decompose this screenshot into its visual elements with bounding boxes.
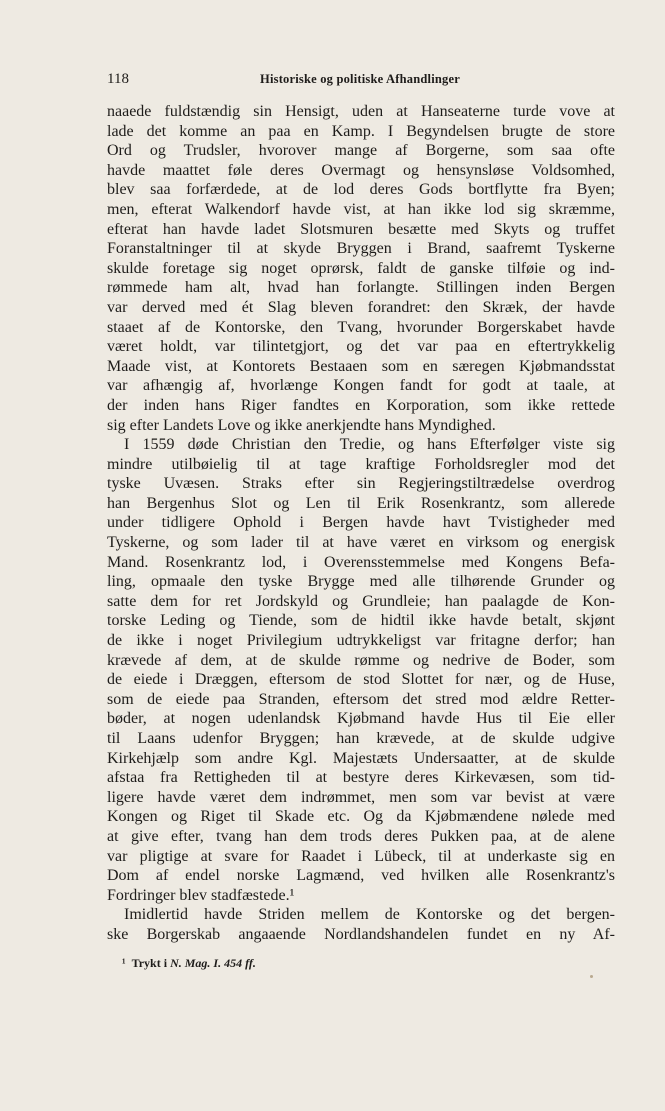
text-line: Imidlertid havde Striden mellem de Kontorske og det bergen- bbox=[124, 906, 615, 924]
running-header bbox=[107, 70, 615, 90]
text-line: efterat han havde ladet Slotsmuren besætte med Skyts og truffet bbox=[107, 220, 615, 238]
text-line: krævede af dem, at de skulde rømme og nedrive de Boder, som bbox=[107, 651, 615, 669]
text-line: tyske Uvæsen. Straks efter sin Regjeringstiltrædelse overdrog bbox=[107, 475, 615, 493]
text-line: som de eiede paa Stranden, eftersom det stred mod ældre Retter- bbox=[107, 690, 615, 708]
text-line: til Laans udenfor Bryggen; han krævede, at de skulde udgive bbox=[107, 730, 615, 747]
footnote-reference: N. Mag. I. 454 ff. bbox=[170, 956, 256, 970]
text-line: Kongen og Riget til Skade etc. Og da Kjøbmændene nølede med bbox=[107, 808, 615, 826]
text-line: Ord og Trudsler, hvorover mange af Borgerne, som saa ofte bbox=[107, 142, 615, 160]
text-line: Fordringer blev stadfæstede.¹ bbox=[107, 886, 295, 904]
text-line: I 1559 døde Christian den Tredie, og hans Efterfølger viste sig bbox=[124, 436, 615, 454]
text-line: var pligtige at svare for Raadet i Lübeck, til at underkaste sig en bbox=[107, 847, 615, 865]
running-title: Historiske og politiske Afhandlinger bbox=[260, 72, 460, 86]
text-line: bøder, at nogen udenlandsk Kjøbmand havde Hus til Eie eller bbox=[107, 710, 615, 728]
text-line: torske Leding og Tiende, som de hidtil ikke havde betalt, skjønt bbox=[107, 612, 615, 630]
text-line: var derved med ét Slag bleven forandret: den Skræk, der havde bbox=[107, 298, 615, 316]
text-line: var afhængig af, hvorlænge Kongen fandt for godt at taale, at bbox=[107, 377, 615, 395]
text-line: Kirkehjælp som andre Kgl. Majestæts Undersaatter, at de skulde bbox=[107, 749, 615, 767]
text-line: Dom af endel norske Lagmænd, ved hvilken alle Rosenkrantz's bbox=[107, 867, 615, 885]
text-line: under tidligere Ophold i Bergen havde havt Tvistigheder med bbox=[107, 514, 615, 532]
paragraph bbox=[107, 905, 615, 944]
text-line: staaet af de Kontorske, den Tvang, hvorunder Borgerskabet havde bbox=[107, 318, 615, 336]
paragraph bbox=[107, 435, 615, 905]
text-line: Mand. Rosenkrantz lod, i Overensstemmelse med Kongens Befa- bbox=[107, 553, 615, 571]
footnote bbox=[122, 956, 256, 971]
text-line: ligere havde været dem indrømmet, men som var bevist at være bbox=[107, 788, 615, 806]
text-line: at give efter, tvang han dem trods deres Pukken paa, at de alene bbox=[107, 827, 615, 845]
text-line: afstaa fra Rettigheden til at bestyre deres Kirkevæsen, som tid- bbox=[107, 769, 615, 787]
text-line: Foranstaltninger til at skyde Bryggen i Brand, saafremt Tyskerne bbox=[107, 240, 615, 258]
text-line: men, efterat Walkendorf havde vist, at han ikke lod sig skræmme, bbox=[107, 200, 615, 218]
text-line: skulde foretage sig noget oprørsk, faldt de ganske tilføie og ind- bbox=[107, 259, 615, 277]
text-line: Maade vist, at Kontorets Bestaaen som en særegen Kjøbmandsstat bbox=[107, 357, 615, 375]
text-line: rømmede ham alt, hvad han forlangte. Stillingen inden Bergen bbox=[107, 279, 615, 297]
scan-speck bbox=[590, 975, 593, 978]
text-line: ske Borgerskab angaaende Nordlandshandelen fundet en ny Af- bbox=[107, 925, 615, 943]
text-line: Tyskerne, og som lader til at have været en virksom og energisk bbox=[107, 534, 615, 552]
text-line: de ikke i noget Privilegium udtrykkeligst var fritagne derfor; han bbox=[107, 632, 615, 650]
text-line: satte dem for ret Jordskyld og Grundleie; han paalagde de Kon- bbox=[107, 592, 615, 610]
text-line: mindre utilbøielig til at tage kraftige Forholdsregler mod det bbox=[107, 455, 615, 473]
page-number: 118 bbox=[107, 71, 129, 87]
text-line: han Bergenhus Slot og Len til Erik Rosenkrantz, som allerede bbox=[107, 494, 615, 512]
text-line: blev saa forfærdede, at de lod deres Gods bortflytte fra Byen; bbox=[107, 181, 615, 199]
paragraph bbox=[107, 102, 615, 435]
footnote-marker: ¹ bbox=[122, 956, 126, 970]
text-line: naaede fuldstændig sin Hensigt, uden at Hanseaterne turde vove at bbox=[107, 103, 615, 120]
text-line: havde maattet føle deres Overmagt og hensynsløse Voldsomhed, bbox=[107, 161, 615, 179]
text-line: de eiede i Dræggen, eftersom de stod Slottet for nær, og de Huse, bbox=[107, 671, 615, 689]
text-line: sig efter Landets Love og ikke anerkjendte hans Myndighed. bbox=[107, 416, 496, 434]
text-line: der inden hans Riger fandtes en Korporation, som ikke rettede bbox=[107, 396, 615, 414]
footnote-text: Trykt i bbox=[131, 956, 168, 970]
text-line: ling, opmaale den tyske Brygge med alle tilhørende Grunder og bbox=[107, 573, 615, 591]
text-line: været holdt, var tilintetgjort, og det var paa en eftertrykkelig bbox=[107, 338, 615, 356]
body-text bbox=[107, 102, 615, 945]
text-line: lade det komme an paa en Kamp. I Begyndelsen brugte de store bbox=[107, 122, 615, 140]
